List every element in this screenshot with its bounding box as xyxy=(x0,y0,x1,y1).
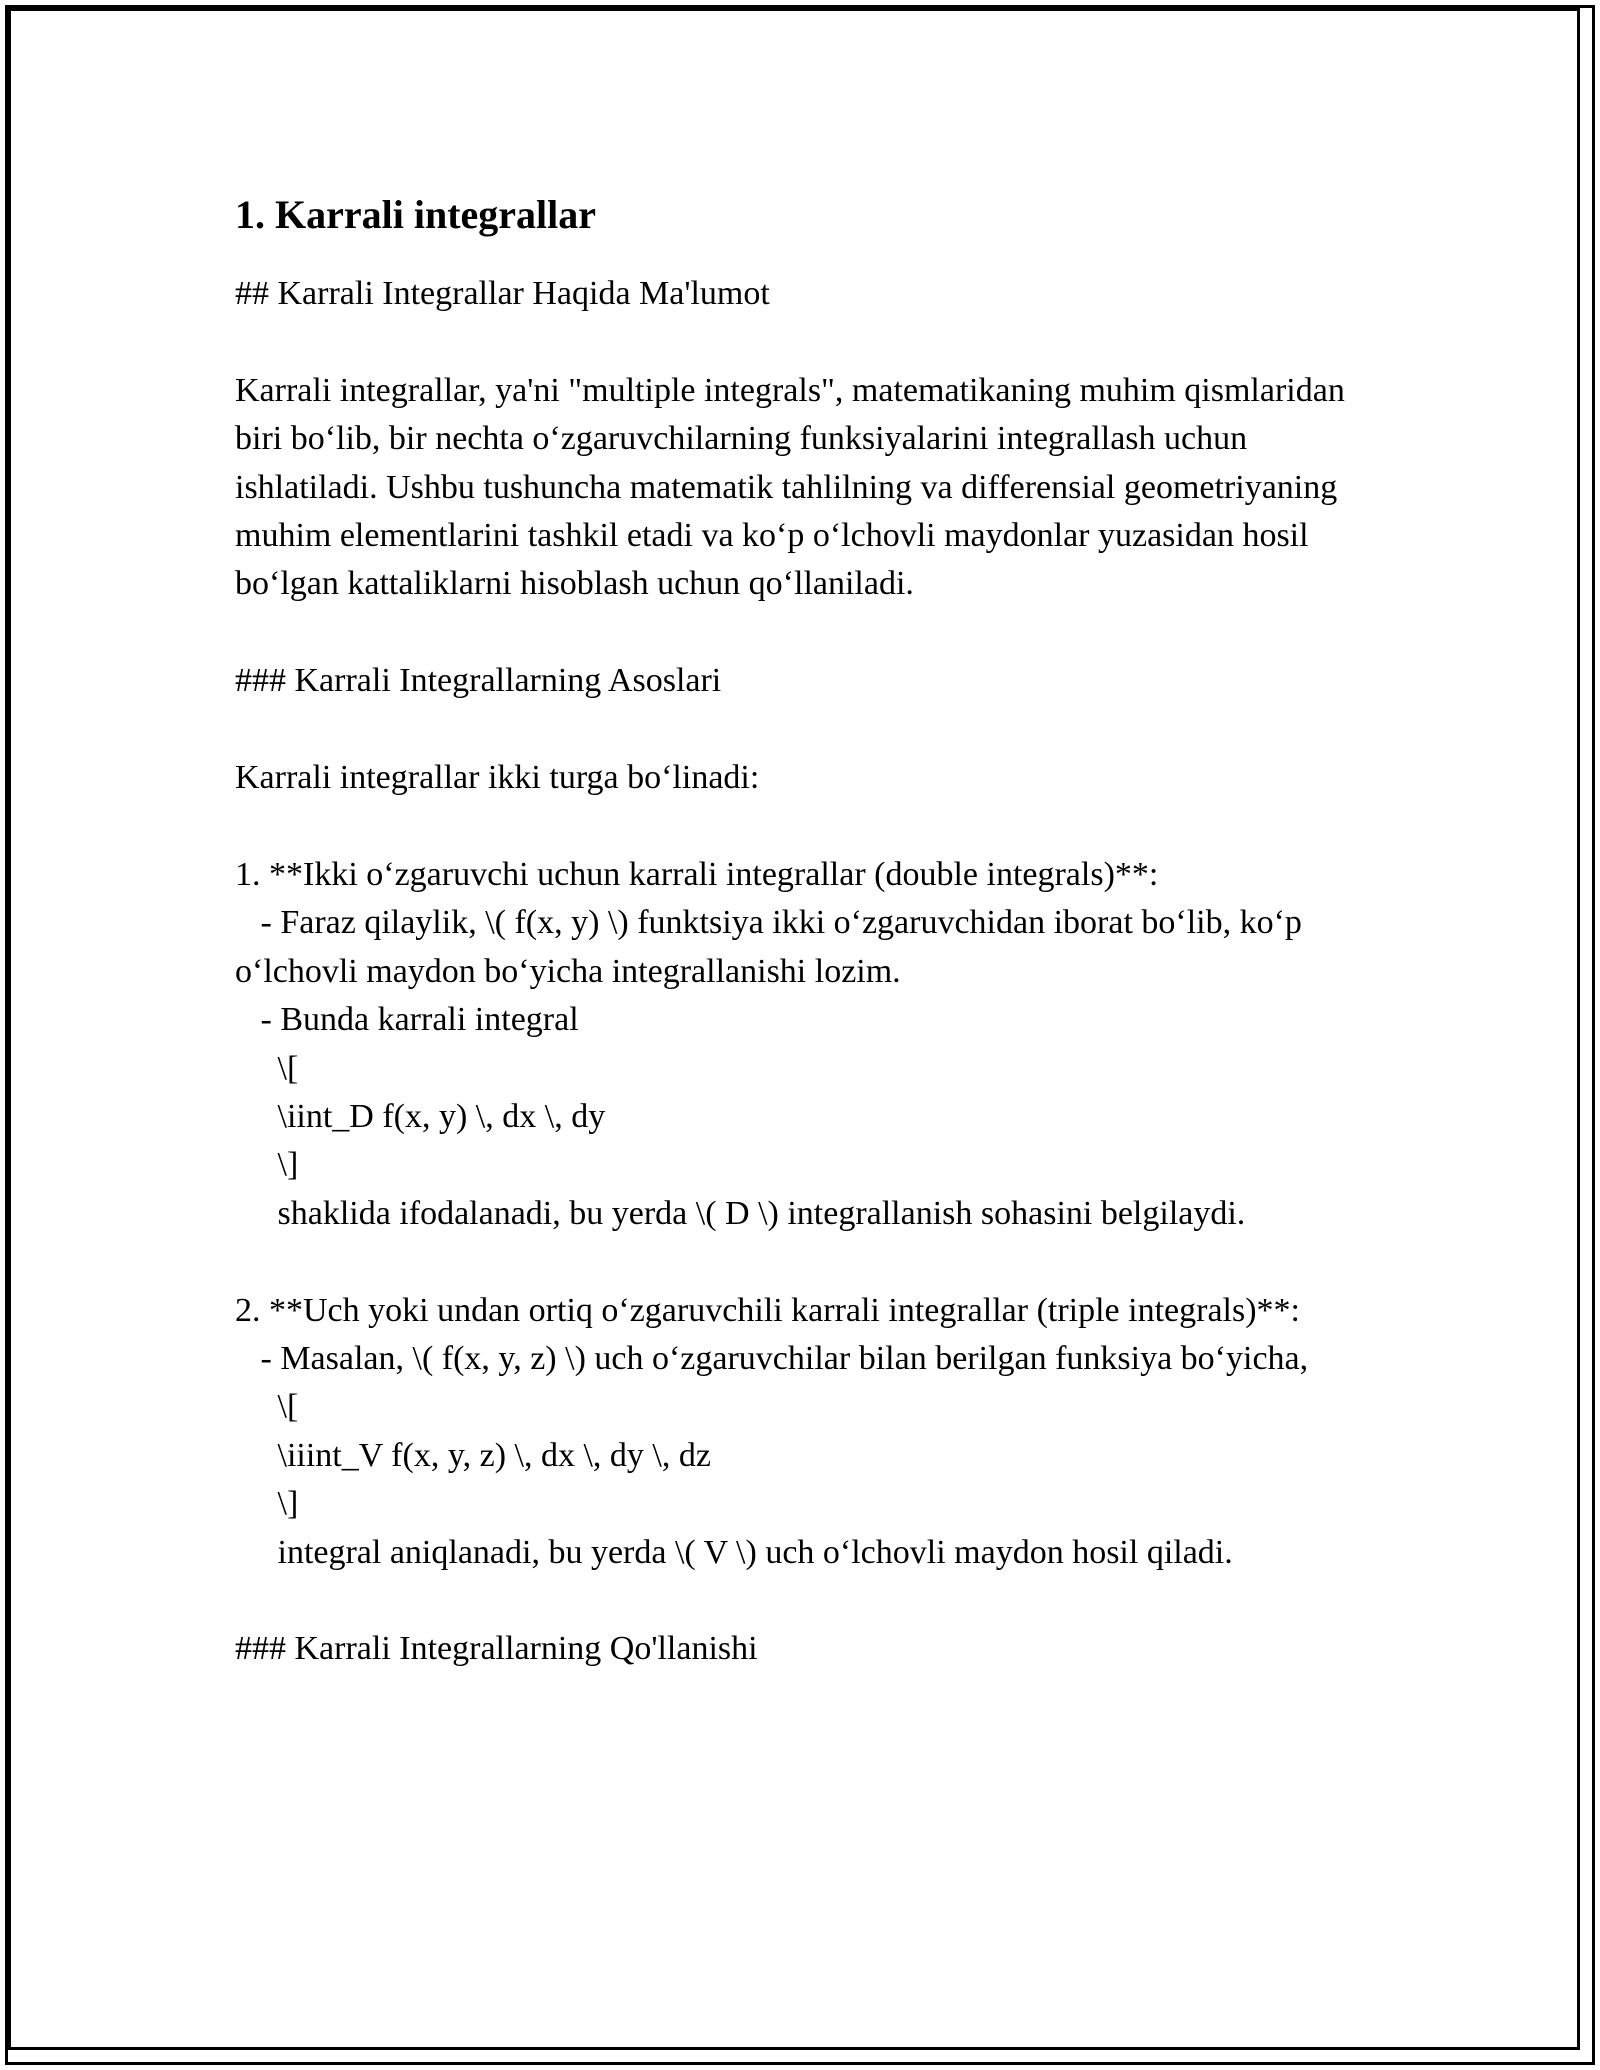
document-title: 1. Karrali integrallar xyxy=(235,192,597,237)
document-body: ## Karrali Integrallar Haqida Ma'lumot Karrali integrallar, ya'ni "multiple integrals", matematikaning muhim qismlaridan biri bo‘lib, bir nechta o‘zgaruvchilarning funksiyalarini integrallash uchun ishlatiladi. Ushbu tushuncha matematik tahlilning va differensial geometriyaning muhim elementlarini tashkil etadi va ko‘p o‘lchovli maydonlar yuzasidan hosil bo‘lgan kattaliklarni hisoblash uchun qo‘llaniladi. ### Karrali Integrallarning Asoslari Karrali integrallar ikki turga bo‘linadi: 1. **Ikki o‘zgaruvchi uchun karrali integrallar (double integrals)**: - Faraz qilaylik, \( f(x, y) \) funktsiya ikki o‘zgaruvchidan iborat bo‘lib, ko‘p o‘lchovli maydon bo‘yicha integrallanishi lozim. - Bunda karrali integral \[ \iint_D f(x, y) \, dx \, dy \] shaklida ifodalanadi, bu yerda \( D \) integrallanish sohasini belgilaydi. 2. **Uch yoki undan ortiq o‘zgaruvchili karrali integrallar (triple integrals)**: - Masalan, \( f(x, y, z) \) uch o‘zgaruvchilar bilan berilgan funksiya bo‘yicha, \[ \iiint_V f(x, y, z) \, dx \, dy \, dz \] integral aniqlanadi, bu yerda \( V \) uch o‘lchovli maydon hosil qiladi. ### Karrali Integrallarning Qo'llanishi xyxy=(235,275,1345,1668)
document-content xyxy=(235,190,1365,1674)
